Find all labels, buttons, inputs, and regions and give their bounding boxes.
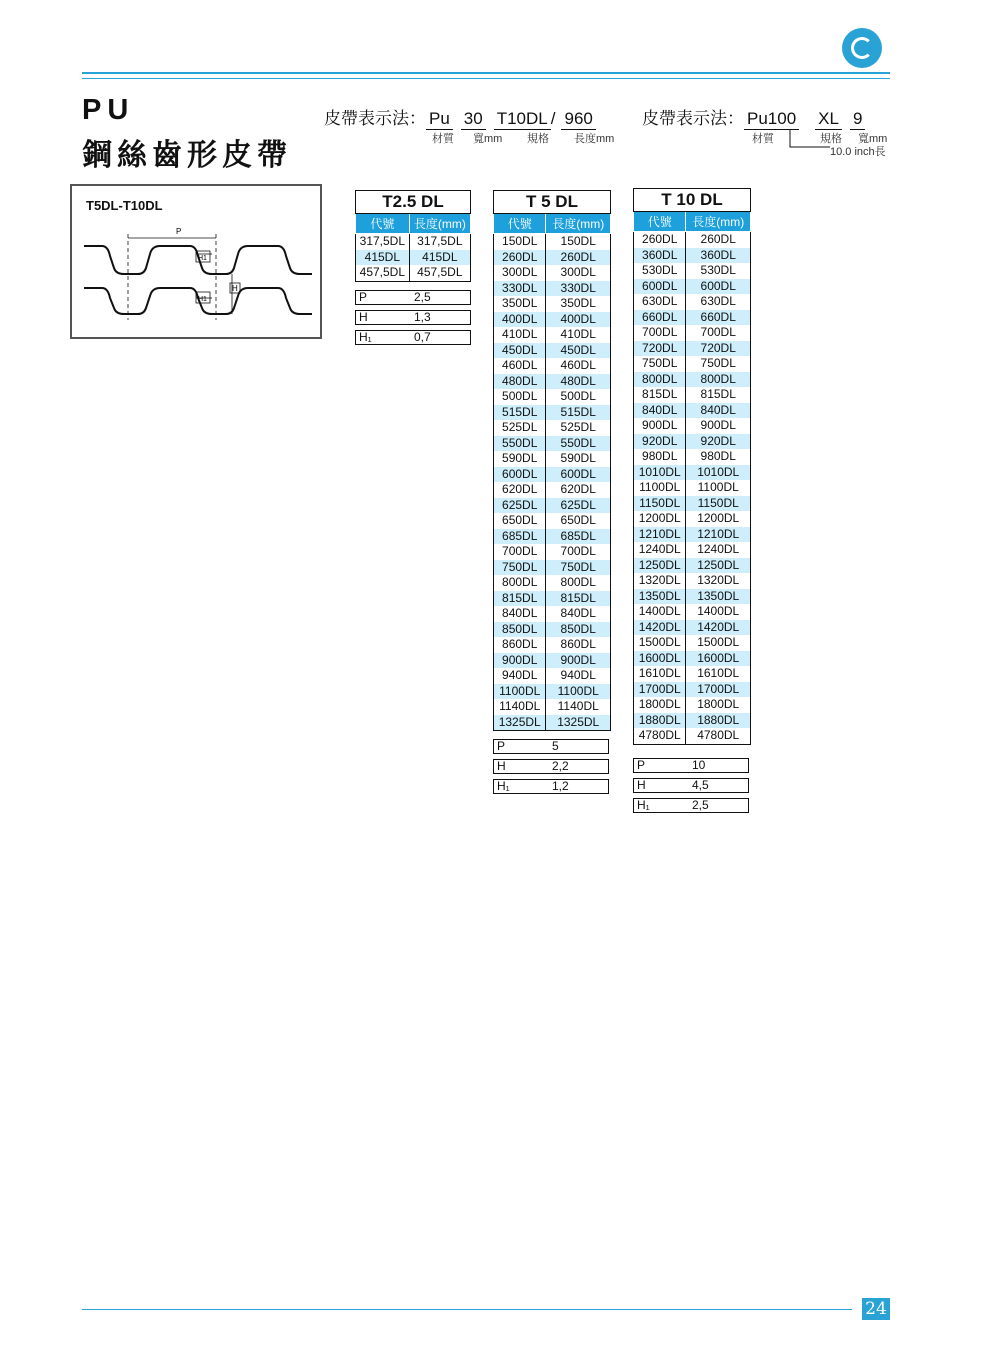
table-row (494, 482, 611, 498)
table-row (494, 265, 611, 281)
table-row (494, 606, 611, 622)
param-row (633, 758, 749, 773)
table-row (634, 248, 751, 264)
table-row (634, 728, 751, 744)
table-row (494, 420, 611, 436)
table-row (634, 682, 751, 698)
length-cell: 1610DL (697, 666, 740, 681)
code-cell: 360DL (634, 248, 686, 264)
notation-2-sub-material: 材質 (752, 133, 774, 145)
table-row (494, 281, 611, 297)
title-zh: 鋼絲齒形皮帶 (82, 139, 292, 172)
table-row (634, 666, 751, 682)
param-row (493, 759, 609, 774)
length-cell: 700DL (560, 544, 596, 559)
table-row (494, 498, 611, 514)
param-row (355, 330, 471, 345)
code-cell: 900DL (634, 418, 686, 434)
length-cell: 1010DL (686, 465, 751, 481)
table-row (634, 651, 751, 667)
length-cell: 800DL (560, 575, 596, 590)
code-cell: 330DL (494, 281, 546, 297)
code-cell: 940DL (494, 668, 546, 684)
code-cell: 1800DL (634, 697, 686, 713)
table-row (494, 637, 611, 653)
table-row (634, 542, 751, 558)
diagram-title: T5DL-T10DL (86, 198, 163, 213)
footer-rule (82, 1309, 852, 1310)
table-row (494, 296, 611, 312)
code-cell: 1140DL (494, 699, 546, 715)
code-cell: 1150DL (634, 496, 686, 512)
code-cell: 1200DL (634, 511, 686, 527)
length-cell: 300DL (560, 265, 596, 280)
length-cell: 860DL (560, 637, 596, 652)
length-cell: 1420DL (686, 620, 751, 636)
length-cell: 900DL (546, 653, 611, 669)
table-row (494, 668, 611, 684)
code-cell: 457,5DL (356, 265, 410, 281)
code-cell: 1320DL (634, 573, 686, 589)
notation-2 (642, 104, 873, 130)
length-cell: 1100DL (546, 684, 611, 700)
code-cell: 840DL (634, 403, 686, 419)
length-cell: 815DL (700, 387, 736, 402)
code-cell: 1325DL (494, 715, 546, 731)
notation-2-sub-width: 寬mm (858, 133, 888, 145)
code-cell: 480DL (494, 374, 546, 390)
code-cell: 625DL (494, 498, 546, 514)
table-row (634, 325, 751, 341)
table-row (634, 713, 751, 729)
table-t25-col-code: 代號 (356, 214, 410, 234)
code-cell: 1100DL (494, 684, 546, 700)
length-cell: 600DL (546, 467, 611, 483)
code-cell: 1400DL (634, 604, 686, 620)
diagram-h1-label: H1 (198, 255, 207, 262)
table-row (634, 527, 751, 543)
table-row (634, 511, 751, 527)
notation-1-label: 皮帶表示法： (324, 109, 426, 128)
code-cell: 1100DL (634, 480, 686, 496)
length-cell: 450DL (546, 343, 611, 359)
length-cell: 685DL (546, 529, 611, 545)
header-rule (82, 72, 890, 74)
length-cell: 600DL (686, 279, 751, 295)
code-cell: 317,5DL (356, 234, 410, 250)
length-cell: 1500DL (697, 635, 740, 650)
length-cell: 515DL (546, 405, 611, 421)
table-row (634, 496, 751, 512)
length-cell: 1320DL (697, 573, 740, 588)
code-cell: 1420DL (634, 620, 686, 636)
length-cell: 1880DL (686, 713, 751, 729)
param-key: H₁ (497, 779, 510, 793)
length-cell: 530DL (700, 263, 736, 278)
table-t5-col-code: 代號 (494, 214, 546, 234)
param-row (633, 798, 749, 813)
param-value: 10 (692, 758, 706, 772)
code-cell: 850DL (494, 622, 546, 638)
table-row (494, 436, 611, 452)
code-cell: 685DL (494, 529, 546, 545)
table-row (494, 544, 611, 560)
table-row (634, 294, 751, 310)
length-cell: 980DL (700, 449, 736, 464)
length-cell: 4780DL (697, 728, 740, 743)
code-cell: 720DL (634, 341, 686, 357)
length-cell: 800DL (686, 372, 751, 388)
length-cell: 840DL (560, 606, 596, 621)
length-cell: 1140DL (557, 699, 599, 714)
length-cell: 625DL (546, 498, 611, 514)
length-cell: 415DL (409, 250, 470, 266)
table-row (634, 341, 751, 357)
notation-2-bracket (788, 130, 832, 150)
notation-2-sub-length: 10.0 inch長 (830, 146, 886, 158)
length-cell: 750DL (700, 356, 736, 371)
code-cell: 600DL (494, 467, 546, 483)
length-cell: 400DL (546, 312, 611, 328)
code-cell: 500DL (494, 389, 546, 405)
length-cell: 815DL (546, 591, 611, 607)
company-logo-icon (842, 28, 882, 68)
notation-2-sub-spec: 規格 (820, 133, 842, 145)
table-row (634, 310, 751, 326)
code-cell: 300DL (494, 265, 546, 281)
table-row (494, 374, 611, 390)
code-cell: 650DL (494, 513, 546, 529)
notation-2-width: 9 (850, 109, 865, 130)
length-cell: 350DL (560, 296, 596, 311)
code-cell: 840DL (494, 606, 546, 622)
param-value: 1,3 (414, 310, 431, 324)
table-t25-title: T2.5 DL (356, 191, 471, 214)
param-key: P (637, 758, 646, 772)
code-cell: 1610DL (634, 666, 686, 682)
table-row (634, 465, 751, 481)
code-cell: 800DL (634, 372, 686, 388)
param-key: P (359, 290, 368, 304)
code-cell: 980DL (634, 449, 686, 465)
code-cell: 860DL (494, 637, 546, 653)
param-value: 5 (552, 739, 559, 753)
length-cell: 525DL (560, 420, 596, 435)
length-cell: 1700DL (686, 682, 751, 698)
table-row (634, 573, 751, 589)
notation-2-spec: XL (815, 109, 842, 130)
code-cell: 1210DL (634, 527, 686, 543)
table-row (494, 715, 611, 731)
param-row (355, 310, 471, 325)
table-row (494, 312, 611, 328)
table-row (634, 387, 751, 403)
length-cell: 940DL (560, 668, 596, 683)
table-row (494, 653, 611, 669)
code-cell: 530DL (634, 263, 686, 279)
tooth-profile-diagram (70, 184, 322, 339)
code-cell: 620DL (494, 482, 546, 498)
length-cell: 1350DL (686, 589, 751, 605)
length-cell: 457,5DL (417, 265, 463, 280)
length-cell: 1200DL (697, 511, 740, 526)
table-t10-title: T 10 DL (634, 189, 751, 212)
table-row (494, 405, 611, 421)
title-en: PU (82, 94, 135, 126)
code-cell: 815DL (634, 387, 686, 403)
table-row (356, 234, 471, 250)
param-key: H (497, 759, 506, 773)
table-row (634, 697, 751, 713)
param-key: H₁ (637, 798, 650, 812)
param-value: 0,7 (414, 330, 431, 344)
param-value: 2,5 (692, 798, 709, 812)
code-cell: 260DL (634, 232, 686, 248)
length-cell: 660DL (686, 310, 751, 326)
length-cell: 630DL (700, 294, 736, 309)
table-row (634, 480, 751, 496)
table-t5-title: T 5 DL (494, 191, 611, 214)
notation-1-width: 30 (461, 109, 486, 130)
length-cell: 460DL (560, 358, 596, 373)
length-cell: 620DL (560, 482, 596, 497)
table-t10-col-code: 代號 (634, 212, 686, 232)
table-row (634, 434, 751, 450)
code-cell: 900DL (494, 653, 546, 669)
table-row (356, 265, 471, 281)
code-cell: 415DL (356, 250, 410, 266)
param-value: 2,2 (552, 759, 569, 773)
table-row (634, 232, 751, 248)
param-key: P (497, 739, 506, 753)
table-row (634, 589, 751, 605)
table-row (494, 343, 611, 359)
table-t25 (355, 190, 471, 282)
param-row (355, 290, 471, 305)
param-key: H (637, 778, 646, 792)
table-row (494, 560, 611, 576)
code-cell: 1350DL (634, 589, 686, 605)
notation-1 (324, 104, 604, 130)
length-cell: 317,5DL (417, 234, 463, 249)
length-cell: 150DL (560, 234, 596, 249)
table-row (494, 451, 611, 467)
table-row (494, 513, 611, 529)
length-cell: 1325DL (546, 715, 611, 731)
tooth-profile-drawing (72, 186, 324, 341)
table-row (634, 449, 751, 465)
table-row (634, 418, 751, 434)
length-cell: 480DL (546, 374, 611, 390)
notation-1-sub-width: 寬mm (473, 133, 503, 145)
notation-1-sub-spec: 規格 (527, 133, 549, 145)
table-row (356, 250, 471, 266)
param-row (493, 739, 609, 754)
table-row (634, 372, 751, 388)
length-cell: 850DL (546, 622, 611, 638)
header-rule-thin (82, 78, 890, 79)
code-cell: 350DL (494, 296, 546, 312)
code-cell: 815DL (494, 591, 546, 607)
code-cell: 750DL (494, 560, 546, 576)
code-cell: 1250DL (634, 558, 686, 574)
notation-2-label: 皮帶表示法： (642, 109, 744, 128)
param-key: H (359, 310, 368, 324)
notation-1-sub-material: 材質 (432, 133, 454, 145)
code-cell: 1700DL (634, 682, 686, 698)
param-key: H₁ (359, 330, 372, 344)
code-cell: 1010DL (634, 465, 686, 481)
length-cell: 360DL (686, 248, 751, 264)
code-cell: 150DL (494, 234, 546, 250)
table-row (494, 575, 611, 591)
table-row (634, 263, 751, 279)
param-value: 2,5 (414, 290, 431, 304)
length-cell: 1250DL (686, 558, 751, 574)
length-cell: 720DL (686, 341, 751, 357)
length-cell: 920DL (686, 434, 751, 450)
length-cell: 1150DL (686, 496, 751, 512)
code-cell: 450DL (494, 343, 546, 359)
table-row (634, 279, 751, 295)
length-cell: 1210DL (686, 527, 751, 543)
code-cell: 4780DL (634, 728, 686, 744)
length-cell: 840DL (686, 403, 751, 419)
length-cell: 1600DL (686, 651, 751, 667)
length-cell: 750DL (546, 560, 611, 576)
length-cell: 260DL (546, 250, 611, 266)
param-value: 1,2 (552, 779, 569, 793)
table-row (494, 622, 611, 638)
table-row (494, 591, 611, 607)
code-cell: 920DL (634, 434, 686, 450)
length-cell: 260DL (700, 232, 736, 247)
length-cell: 900DL (700, 418, 736, 433)
diagram-h-label: H (232, 284, 238, 293)
table-row (634, 356, 751, 372)
diagram-p-label: P (176, 227, 182, 236)
code-cell: 550DL (494, 436, 546, 452)
table-row (494, 467, 611, 483)
code-cell: 515DL (494, 405, 546, 421)
code-cell: 630DL (634, 294, 686, 310)
notation-1-length: 960 (561, 109, 595, 130)
code-cell: 525DL (494, 420, 546, 436)
notation-1-material: Pu (426, 109, 453, 130)
code-cell: 1500DL (634, 635, 686, 651)
code-cell: 750DL (634, 356, 686, 372)
table-t10 (633, 188, 751, 745)
length-cell: 590DL (560, 451, 596, 466)
length-cell: 410DL (560, 327, 596, 342)
table-row (494, 529, 611, 545)
length-cell: 1240DL (697, 542, 740, 557)
diagram-h1-label-lower: H1 (198, 296, 207, 303)
code-cell: 1240DL (634, 542, 686, 558)
param-row (493, 779, 609, 794)
table-t10-col-length: 長度(mm) (686, 212, 751, 232)
table-row (494, 250, 611, 266)
table-row (634, 604, 751, 620)
table-row (634, 403, 751, 419)
code-cell: 700DL (494, 544, 546, 560)
table-t25-col-length: 長度(mm) (409, 214, 470, 234)
code-cell: 600DL (634, 279, 686, 295)
code-cell: 400DL (494, 312, 546, 328)
table-row (494, 684, 611, 700)
page-number: 24 (862, 1298, 890, 1320)
length-cell: 550DL (546, 436, 611, 452)
notation-1-slash: / (550, 109, 556, 128)
table-row (494, 699, 611, 715)
table-row (494, 389, 611, 405)
code-cell: 460DL (494, 358, 546, 374)
table-row (634, 620, 751, 636)
table-row (494, 234, 611, 250)
code-cell: 590DL (494, 451, 546, 467)
table-t5-col-length: 長度(mm) (546, 214, 611, 234)
length-cell: 1400DL (697, 604, 740, 619)
length-cell: 1800DL (697, 697, 740, 712)
notation-2-material: Pu100 (744, 109, 799, 130)
length-cell: 650DL (560, 513, 596, 528)
length-cell: 330DL (546, 281, 611, 297)
length-cell: 500DL (560, 389, 596, 404)
table-row (494, 358, 611, 374)
notation-1-spec: T10DL (494, 109, 551, 130)
table-row (634, 558, 751, 574)
param-row (633, 778, 749, 793)
code-cell: 700DL (634, 325, 686, 341)
code-cell: 800DL (494, 575, 546, 591)
code-cell: 260DL (494, 250, 546, 266)
table-row (634, 635, 751, 651)
length-cell: 700DL (700, 325, 736, 340)
table-t5 (493, 190, 611, 731)
code-cell: 660DL (634, 310, 686, 326)
length-cell: 1100DL (697, 480, 739, 495)
notation-1-sub-length: 長度mm (574, 133, 615, 145)
code-cell: 410DL (494, 327, 546, 343)
code-cell: 1880DL (634, 713, 686, 729)
table-row (494, 327, 611, 343)
param-value: 4,5 (692, 778, 709, 792)
code-cell: 1600DL (634, 651, 686, 667)
